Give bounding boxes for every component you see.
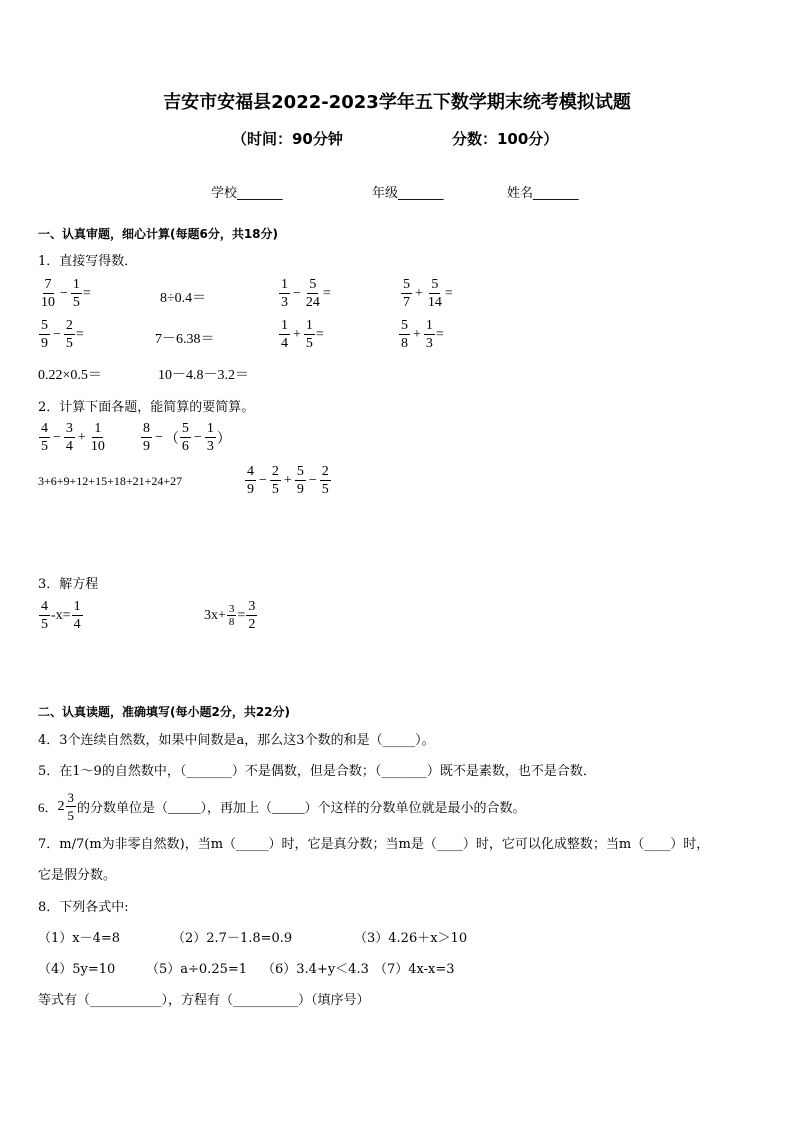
q8-answer: 等式有（___________），方程有（__________）（填序号） xyxy=(38,993,370,1008)
q1-b1: $\frac{5}{9}$ − $\frac{2}{5}$ = xyxy=(41,318,84,351)
q8-label: 8．下列各式中: xyxy=(38,900,129,915)
section2-heading: 二、认真读题，准确填写(每小题2分，共22分) xyxy=(38,705,291,719)
q1-b4: $\frac{5}{8}$ + $\frac{1}{3}$ = xyxy=(401,318,444,351)
section1-heading: 一、认真审题，细心计算(每题6分，共18分) xyxy=(38,227,279,241)
exam-time: （时间：90分钟 xyxy=(232,130,343,148)
name-field: 姓名_______ xyxy=(507,186,579,201)
q2-e3: 3+6+9+12+15+18+21+24+27 xyxy=(38,474,183,488)
page-title: 吉安市安福县2022-2023学年五下数学期末统考模拟试题 xyxy=(163,92,631,113)
school-field: 学校_______ xyxy=(211,186,283,201)
q7-line2: 它是假分数。 xyxy=(38,868,117,883)
q1-c1: 0.22×0.5＝ xyxy=(38,368,102,383)
q1-c2: 10－4.8－3.2＝ xyxy=(158,368,249,383)
q2-e1: $\frac{4}{5}$ − $\frac{3}{4}$ + $\frac{1}{10}$ xyxy=(41,421,105,454)
q6-text: 6． 2 $\frac{3}{5}$ 的分数单位是（_____），再加上（_____）个这样的分数单位就是最小的合数。 xyxy=(38,790,526,823)
q2-e2: $\frac{8}{9}$ − （ $\frac{5}{6}$ − $\frac{1}{3}$ ） xyxy=(143,421,231,454)
q8-item-1: （1）x－4=8 xyxy=(38,931,121,946)
q8-item-2: （2）2.7－1.8=0.9 xyxy=(172,931,293,946)
q8-item-5: （5）a÷0.25=1 xyxy=(146,962,248,977)
q3-label: 3．解方程 xyxy=(38,577,99,592)
exam-score: 分数：100分） xyxy=(452,130,559,148)
q4-text: 4．3个连续自然数，如果中间数是a，那么这3个数的和是（_____）。 xyxy=(38,733,435,748)
q1-b3: $\frac{1}{4}$ + $\frac{1}{5}$ = xyxy=(281,318,324,351)
q8-item-3: （3）4.26＋x＞10 xyxy=(354,931,468,946)
q2-e4: $\frac{4}{9}$ − $\frac{2}{5}$ + $\frac{5}{9}$ − $\frac{2}{5}$ xyxy=(247,464,329,497)
q3-f1: $\frac{4}{5}$ -x= $\frac{1}{4}$ xyxy=(41,599,81,632)
q1-a1: $\frac{7}{10}$ − $\frac{1}{5}$ = xyxy=(41,277,91,310)
grade-field: 年级_______ xyxy=(372,186,444,201)
q8-item-7: （7）4x-x=3 xyxy=(374,962,455,977)
q1-b2: 7－6.38＝ xyxy=(155,332,215,347)
q3-f2: 3x+ $\frac{3}{8}$ = $\frac{3}{2}$ xyxy=(204,599,256,632)
q1-a3: $\frac{1}{3}$ − $\frac{5}{24}$ = xyxy=(281,277,331,310)
q5-text: 5．在1～9的自然数中，（_______）不是偶数，但是合数；（_______）既不是素数，也不是合数． xyxy=(38,764,596,779)
q8-item-4: （4）5y=10 xyxy=(38,962,116,977)
q2-label: 2．计算下面各题，能简算的要简算。 xyxy=(38,400,255,415)
q7-line1: 7．m/7(m为非零自然数)，当m（_____）时，它是真分数；当m是（____）时，它可以化成整数；当m（____）时， xyxy=(38,837,710,852)
q1-a2: 8÷0.4＝ xyxy=(160,291,207,306)
q8-item-6: （6）3.4+y＜4.3 xyxy=(262,962,369,977)
q1-a4: $\frac{5}{7}$ + $\frac{5}{14}$ = xyxy=(403,277,453,310)
q1-label: 1．直接写得数． xyxy=(38,254,138,269)
